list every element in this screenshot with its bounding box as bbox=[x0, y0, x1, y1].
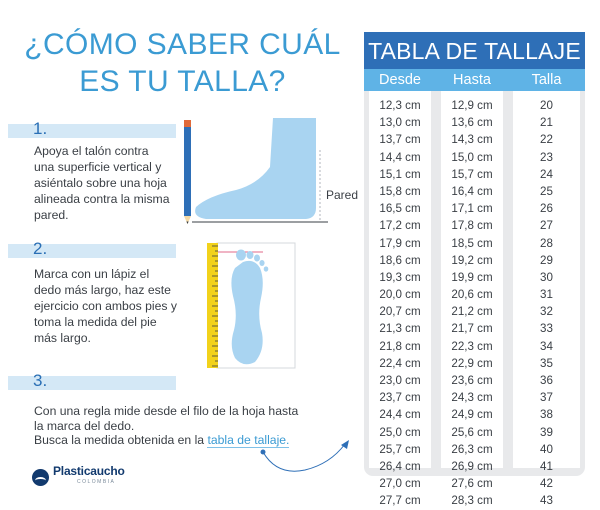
step-3-line-2: la marca del dedo. bbox=[34, 419, 135, 433]
header-hasta: Hasta bbox=[453, 72, 491, 88]
table-row bbox=[364, 475, 585, 492]
table-row bbox=[364, 338, 585, 355]
step-1-line: Apoya el talón contra bbox=[34, 144, 149, 158]
step-3-number: 3. bbox=[33, 371, 48, 390]
step-1-number: 1. bbox=[33, 119, 48, 138]
cell-hasta: 16,4 cm bbox=[451, 184, 493, 198]
table-row bbox=[364, 458, 585, 475]
cell-desde: 27,7 cm bbox=[379, 494, 421, 508]
step-2-text bbox=[34, 266, 177, 346]
cell-desde: 19,3 cm bbox=[379, 270, 421, 284]
size-table-link[interactable]: tabla de tallaje. bbox=[207, 433, 290, 447]
step-2-line: Marca con un lápiz el bbox=[34, 267, 150, 281]
step-1-text bbox=[34, 143, 170, 223]
table-row bbox=[364, 320, 585, 337]
cell-talla: 40 bbox=[540, 442, 553, 456]
table-row bbox=[364, 355, 585, 372]
table-row bbox=[364, 441, 585, 458]
cell-desde: 25,0 cm bbox=[379, 425, 421, 439]
cell-desde: 25,7 cm bbox=[379, 442, 421, 456]
cell-desde: 21,3 cm bbox=[379, 322, 421, 336]
cell-hasta: 22,9 cm bbox=[451, 356, 493, 370]
page-title-line-2: ES TU TALLA? bbox=[79, 65, 286, 98]
cell-hasta: 12,9 cm bbox=[451, 99, 493, 112]
cell-talla: 30 bbox=[540, 270, 553, 284]
cell-hasta: 20,6 cm bbox=[451, 288, 493, 302]
header-desde: Desde bbox=[379, 72, 421, 88]
table-row bbox=[364, 235, 585, 252]
cell-talla: 38 bbox=[540, 408, 553, 422]
table-row bbox=[364, 406, 585, 423]
table-row bbox=[364, 286, 585, 303]
cell-desde: 14,4 cm bbox=[379, 150, 421, 164]
table-row bbox=[364, 97, 585, 114]
cell-desde: 20,0 cm bbox=[379, 288, 421, 302]
size-table-title: TABLA DE TALLAJE bbox=[364, 32, 585, 69]
cell-hasta: 26,3 cm bbox=[451, 442, 493, 456]
cell-desde: 27,0 cm bbox=[379, 477, 421, 491]
step-2-line: toma la medida del pie bbox=[34, 315, 157, 329]
cell-talla: 26 bbox=[540, 202, 553, 216]
size-table-body bbox=[364, 91, 585, 508]
cell-hasta: 23,6 cm bbox=[451, 374, 493, 387]
step-3-line-1: Con una regla mide desde el filo de la hoja hasta bbox=[34, 404, 299, 418]
cell-hasta: 13,6 cm bbox=[451, 116, 493, 130]
table-row bbox=[364, 492, 585, 509]
cell-talla: 34 bbox=[540, 339, 553, 353]
cell-desde: 24,4 cm bbox=[379, 408, 421, 422]
brand-logo bbox=[32, 466, 125, 488]
table-row bbox=[364, 114, 585, 131]
ruler-icon bbox=[207, 243, 218, 368]
step-2-line: dedo más largo, haz este bbox=[34, 283, 171, 297]
cell-talla: 41 bbox=[540, 459, 553, 473]
step-1-illustration bbox=[178, 112, 363, 227]
cell-hasta: 25,6 cm bbox=[451, 425, 493, 439]
page-title bbox=[20, 26, 345, 100]
header-talla: Talla bbox=[531, 72, 562, 88]
cell-desde: 23,7 cm bbox=[379, 391, 421, 405]
step-2-line: ejercicio con ambos pies y bbox=[34, 299, 177, 313]
table-row bbox=[364, 303, 585, 320]
step-1-line: una superficie vertical y bbox=[34, 160, 162, 174]
table-row bbox=[364, 252, 585, 269]
table-row bbox=[364, 183, 585, 200]
size-table-header bbox=[364, 69, 585, 91]
size-table bbox=[364, 32, 585, 508]
cell-talla: 23 bbox=[540, 150, 553, 164]
step-2-number: 2. bbox=[33, 239, 48, 258]
table-row bbox=[364, 269, 585, 286]
cell-hasta: 19,9 cm bbox=[451, 270, 493, 284]
cell-desde: 15,1 cm bbox=[379, 167, 421, 181]
cell-hasta: 28,3 cm bbox=[451, 494, 493, 508]
cell-desde: 15,8 cm bbox=[379, 184, 421, 198]
cell-desde: 13,7 cm bbox=[379, 133, 421, 147]
cell-talla: 32 bbox=[540, 305, 553, 319]
cell-hasta: 26,9 cm bbox=[451, 459, 493, 473]
page-title-line-1: ¿CÓMO SABER CUÁL bbox=[24, 28, 341, 61]
cell-hasta: 15,7 cm bbox=[451, 167, 493, 181]
cell-talla: 35 bbox=[540, 356, 553, 370]
table-row bbox=[364, 200, 585, 217]
step-2-line: más largo. bbox=[34, 331, 91, 345]
cell-talla: 43 bbox=[540, 494, 553, 508]
cell-hasta: 17,1 cm bbox=[451, 202, 493, 216]
table-row bbox=[364, 389, 585, 406]
curved-arrow-icon bbox=[255, 436, 355, 481]
cell-hasta: 21,2 cm bbox=[451, 305, 493, 319]
cell-hasta: 19,2 cm bbox=[451, 253, 493, 267]
cell-hasta: 15,0 cm bbox=[451, 150, 493, 164]
foot-side-icon bbox=[195, 118, 316, 219]
table-row bbox=[364, 217, 585, 234]
cell-desde: 21,8 cm bbox=[379, 339, 421, 353]
cell-hasta: 21,7 cm bbox=[451, 322, 493, 336]
cell-hasta: 24,3 cm bbox=[451, 391, 493, 405]
cell-talla: 24 bbox=[540, 167, 553, 181]
table-row bbox=[364, 149, 585, 166]
step-1-line: pared. bbox=[34, 208, 69, 222]
cell-desde: 18,6 cm bbox=[379, 253, 421, 267]
step-2-illustration bbox=[205, 238, 300, 373]
cell-talla: 39 bbox=[540, 425, 553, 439]
cell-hasta: 14,3 cm bbox=[451, 133, 493, 147]
cell-desde: 17,9 cm bbox=[379, 236, 421, 250]
cell-talla: 21 bbox=[540, 116, 553, 130]
cell-hasta: 24,9 cm bbox=[451, 408, 493, 422]
table-row bbox=[364, 372, 585, 389]
cell-hasta: 18,5 cm bbox=[451, 236, 493, 250]
brand-sub: COLOMBIA bbox=[77, 479, 116, 485]
cell-desde: 26,4 cm bbox=[379, 459, 421, 473]
cell-desde: 17,2 cm bbox=[379, 219, 421, 233]
cell-talla: 25 bbox=[540, 184, 553, 198]
cell-talla: 27 bbox=[540, 219, 553, 233]
brand-name: Plasticaucho bbox=[53, 464, 125, 478]
wall-label: Pared bbox=[326, 188, 359, 202]
table-row bbox=[364, 166, 585, 183]
cell-hasta: 22,3 cm bbox=[451, 339, 493, 353]
cell-hasta: 27,6 cm bbox=[451, 477, 493, 491]
cell-desde: 12,3 cm bbox=[379, 99, 421, 112]
pencil-icon bbox=[184, 120, 191, 224]
cell-talla: 29 bbox=[540, 253, 553, 267]
cell-hasta: 17,8 cm bbox=[451, 219, 493, 233]
cell-talla: 31 bbox=[540, 288, 553, 302]
cell-talla: 33 bbox=[540, 322, 553, 336]
table-row bbox=[364, 424, 585, 441]
cell-desde: 16,5 cm bbox=[379, 202, 421, 216]
cell-talla: 22 bbox=[540, 133, 553, 147]
cell-desde: 20,7 cm bbox=[379, 305, 421, 319]
cell-talla: 28 bbox=[540, 236, 553, 250]
step-1-line: alineada contra la misma bbox=[34, 192, 170, 206]
cell-desde: 13,0 cm bbox=[379, 116, 421, 130]
step-1-line: asiéntalo sobre una hoja bbox=[34, 176, 167, 190]
cell-talla: 36 bbox=[540, 374, 553, 387]
cell-talla: 42 bbox=[540, 477, 553, 491]
cell-talla: 37 bbox=[540, 391, 553, 405]
cell-talla: 20 bbox=[540, 99, 553, 112]
brand-text bbox=[53, 466, 125, 488]
step-3-line-3-text: Busca la medida obtenida en la bbox=[34, 433, 208, 447]
cell-desde: 23,0 cm bbox=[379, 374, 421, 387]
step-3-line-3 bbox=[34, 432, 289, 448]
cell-desde: 22,4 cm bbox=[379, 356, 421, 370]
brand-logo-icon bbox=[32, 469, 49, 486]
table-row bbox=[364, 131, 585, 148]
